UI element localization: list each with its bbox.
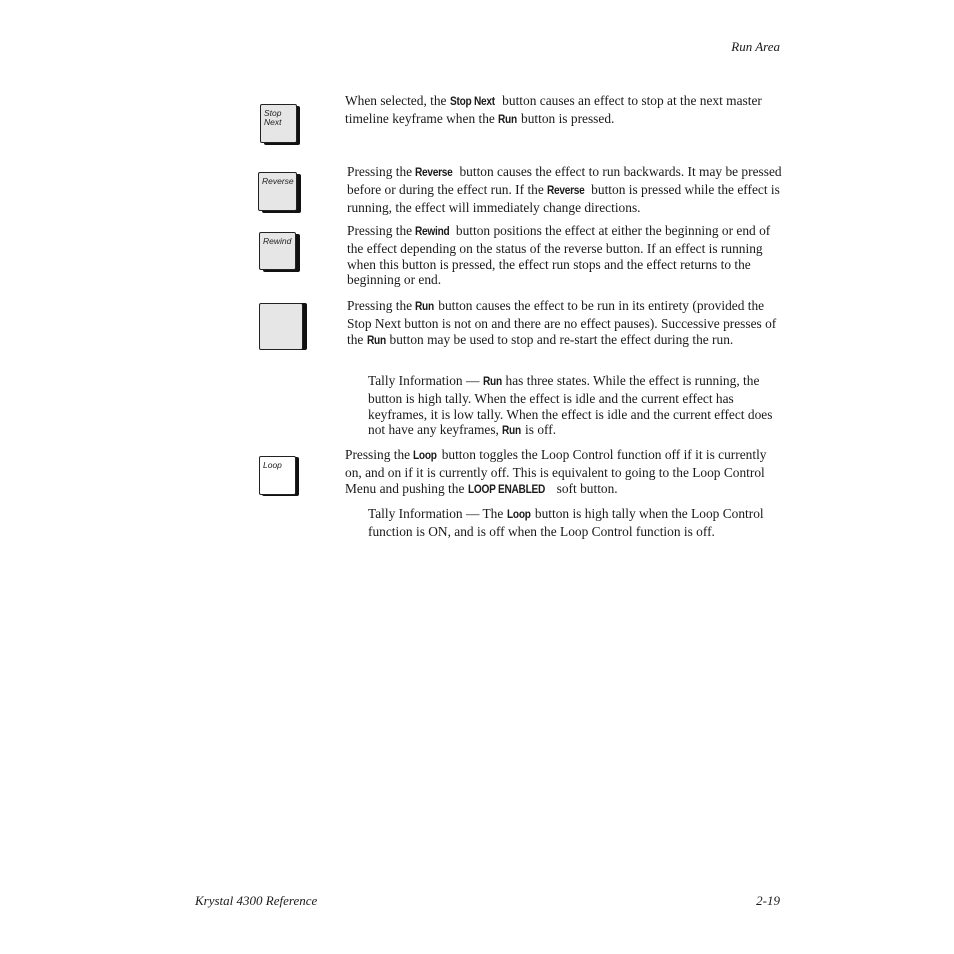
running-header: Run Area bbox=[731, 39, 780, 54]
text: button positions the effect at either the beginning or end of the effect depending on the status of the reverse button. If an effect is running when this button is pressed, the effect run stops and the effect returns to the beginning or end. bbox=[347, 223, 771, 288]
button-face bbox=[259, 303, 303, 350]
keyword: Run bbox=[502, 425, 522, 438]
text: Pressing the bbox=[347, 164, 416, 179]
run-button-illustration bbox=[259, 303, 307, 351]
run-description bbox=[347, 298, 783, 349]
text: button may be used to stop and re-start the effect during the run. bbox=[386, 331, 734, 347]
text: button is pressed while the effect is running, the effect will immediately change directions. bbox=[347, 181, 780, 215]
text: button is high tally when the Loop Control function is ON, and is off when the Loop Control function is off. bbox=[368, 506, 764, 539]
text: button is pressed. bbox=[517, 110, 615, 126]
button-face bbox=[260, 104, 297, 143]
keyword: Loop bbox=[506, 509, 531, 521]
text: button causes an effect to stop at the next master timeline keyframe when the bbox=[345, 93, 762, 126]
reverse-description bbox=[347, 164, 783, 215]
keyword: Run bbox=[366, 334, 386, 347]
stop-next-description bbox=[345, 93, 785, 129]
text: button toggles the Loop Control function off if it is currently on, and on if it is currently off. This is equivalent to going to the Loop Control Menu and pushing the bbox=[345, 447, 767, 496]
run-tally-information bbox=[368, 373, 784, 440]
keyword: Run bbox=[415, 301, 435, 313]
keyword: Run bbox=[482, 376, 502, 388]
page-number: 2-19 bbox=[756, 893, 780, 908]
text: soft button. bbox=[553, 480, 618, 496]
button-label-line2: Next bbox=[264, 117, 282, 127]
text: Pressing the bbox=[347, 298, 416, 313]
button-label: Loop bbox=[263, 460, 282, 470]
text: When selected, the bbox=[345, 93, 450, 108]
keyword: Stop Next bbox=[449, 96, 495, 108]
reverse-button-illustration bbox=[258, 172, 301, 213]
button-face bbox=[259, 232, 296, 270]
text: button causes the effect to run backwards. It may be pressed before or during the effect run. If the bbox=[347, 164, 782, 197]
loop-button-illustration bbox=[259, 456, 299, 496]
keyword: LOOP ENABLED bbox=[467, 483, 545, 496]
text: Pressing the bbox=[347, 223, 416, 238]
text: Tally Information — bbox=[368, 373, 483, 388]
button-face bbox=[258, 172, 297, 211]
text: has three states. While the effect is running, the button is high tally. When the effect is idle and the current effect has keyframes, it is low tally. When the effect is idle and the current effect does not have any keyframes, bbox=[368, 373, 773, 438]
stop-next-button-illustration bbox=[260, 104, 300, 145]
button-label-line1: Stop bbox=[264, 108, 282, 118]
keyword: Reverse bbox=[415, 167, 453, 179]
text: Pressing the bbox=[345, 447, 414, 462]
button-label: Rewind bbox=[263, 236, 292, 246]
keyword: Loop bbox=[413, 450, 438, 462]
button-face bbox=[259, 456, 296, 495]
keyword: Run bbox=[498, 113, 518, 126]
loop-tally-information bbox=[368, 506, 784, 540]
text: button causes the effect to be run in its entirety (provided the Stop Next button is not on and there are no effect pauses). Successive presses of the bbox=[347, 298, 777, 347]
text: Tally Information — The bbox=[368, 506, 507, 521]
rewind-button-illustration bbox=[259, 232, 300, 272]
keyword: Rewind bbox=[415, 226, 450, 238]
footer-title: Krystal 4300 Reference bbox=[195, 893, 318, 908]
rewind-description bbox=[347, 223, 783, 288]
loop-description bbox=[345, 447, 783, 498]
keyword: Reverse bbox=[547, 184, 585, 197]
text: is off. bbox=[521, 422, 557, 438]
button-label bbox=[264, 109, 282, 127]
button-label: Reverse bbox=[262, 176, 294, 186]
